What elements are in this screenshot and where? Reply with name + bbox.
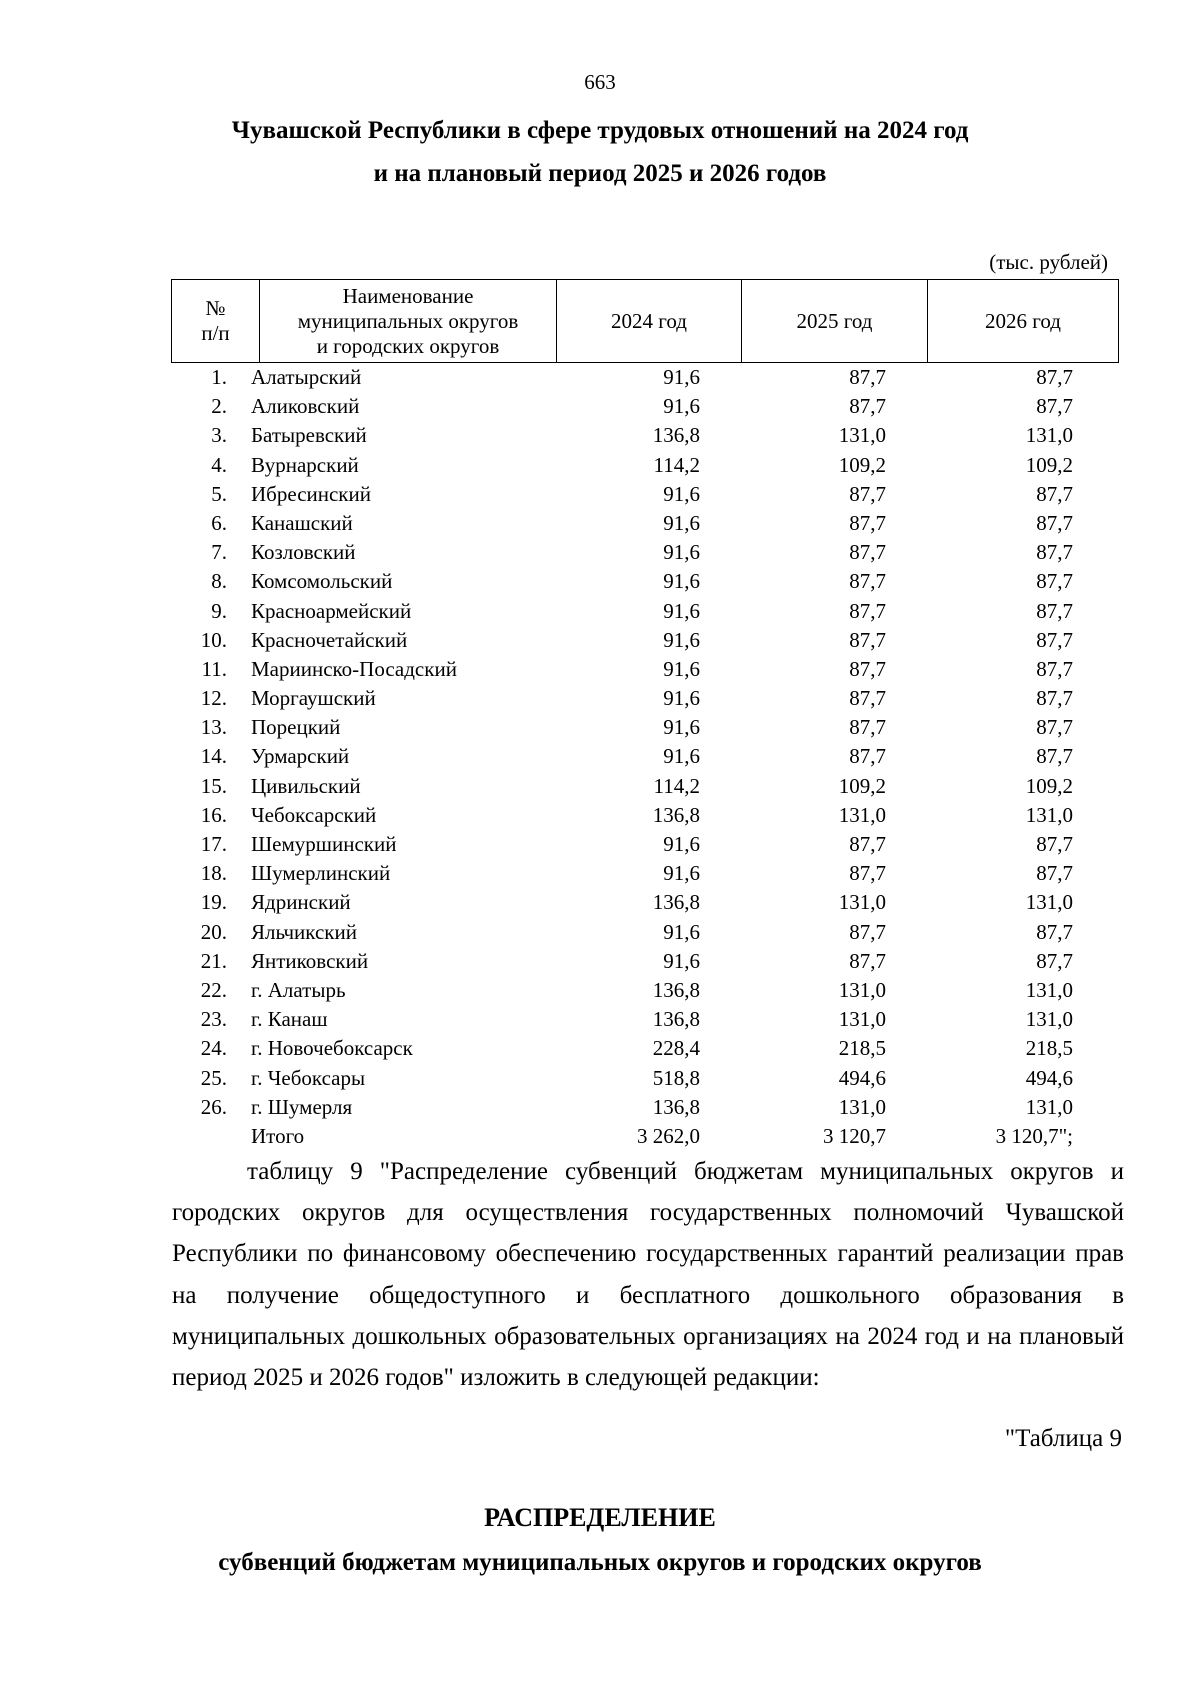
row-value-2026: 87,7: [1036, 540, 1073, 565]
row-number: 14.: [200, 744, 227, 769]
row-value-2024: 91,6: [663, 540, 700, 565]
row-value-2025: 131,0: [838, 890, 886, 915]
row-value-2024: 91,6: [663, 948, 700, 973]
table-row: [171, 655, 1118, 684]
header-name-line3: и городских округов: [316, 333, 500, 358]
row-name: Урмарский: [251, 744, 350, 769]
row-value-2025: 87,7: [849, 715, 886, 740]
row-value-2025: 109,2: [838, 773, 886, 798]
row-name: Вурнарский: [251, 452, 359, 477]
table-row: [171, 772, 1118, 801]
row-number: 7.: [211, 540, 227, 565]
row-number: 10.: [200, 627, 227, 652]
table-row: [171, 830, 1118, 859]
body-paragraph: [172, 1151, 1124, 1398]
row-value-2024: 3 262,0: [637, 1123, 700, 1148]
row-value-2024: 91,6: [663, 598, 700, 623]
table-row: [171, 1034, 1118, 1063]
table-row: [171, 451, 1118, 480]
row-name: Чебоксарский: [251, 802, 377, 827]
row-value-2024: 91,6: [663, 394, 700, 419]
table-row: [171, 742, 1118, 771]
row-number: 23.: [200, 1007, 227, 1032]
row-value-2025: 131,0: [838, 977, 886, 1002]
row-value-2024: 114,2: [653, 452, 700, 477]
row-value-2025: 494,6: [838, 1065, 886, 1090]
row-value-2026: 131,0: [1025, 1094, 1073, 1119]
table-body: [171, 363, 1118, 1151]
row-name: Мариинско-Посадский: [251, 656, 457, 681]
row-value-2024: 91,6: [663, 715, 700, 740]
document-title-line1: Чувашской Республики в сфере трудовых отношений на 2024 год: [231, 117, 969, 144]
row-name: Красноармейский: [251, 598, 412, 623]
row-value-2025: 87,7: [849, 686, 886, 711]
table-row: [171, 801, 1118, 830]
row-number: 19.: [200, 890, 227, 915]
row-number: 12.: [200, 686, 227, 711]
row-number: 8.: [211, 569, 227, 594]
row-name: Цивильский: [251, 773, 361, 798]
table-row: [171, 392, 1118, 421]
row-value-2024: 91,6: [663, 861, 700, 886]
row-name: Моргаушский: [251, 686, 376, 711]
row-value-2024: 91,6: [663, 365, 700, 389]
row-value-2025: 87,7: [849, 481, 886, 506]
row-value-2026: 87,7: [1036, 394, 1073, 419]
row-value-2026: 131,0: [1025, 802, 1073, 827]
row-value-2026: 87,7: [1036, 656, 1073, 681]
table-row: [171, 713, 1118, 742]
header-name-line1: Наименование: [342, 283, 474, 308]
row-value-2024: 91,6: [663, 919, 700, 944]
row-value-2025: 109,2: [838, 452, 886, 477]
row-name: г. Шумерля: [251, 1094, 353, 1119]
table-row: [171, 567, 1118, 596]
row-number: 22.: [200, 977, 227, 1002]
row-value-2025: 87,7: [849, 365, 886, 389]
row-value-2025: 87,7: [849, 861, 886, 886]
row-value-2024: 136,8: [652, 1007, 700, 1032]
table-row: [171, 626, 1118, 655]
header-name: [260, 280, 557, 363]
row-name: г. Новочебоксарск: [251, 1036, 413, 1061]
row-number: 11.: [201, 656, 227, 681]
row-value-2026: 87,7: [1036, 598, 1073, 623]
row-value-2025: 131,0: [838, 802, 886, 827]
row-number: 15.: [200, 773, 227, 798]
row-value-2025: 87,7: [849, 510, 886, 535]
table-row: [171, 1005, 1118, 1034]
row-value-2024: 91,6: [663, 832, 700, 856]
row-number: 18.: [200, 861, 227, 886]
row-value-2026: 109,2: [1025, 452, 1073, 477]
row-name: Ибресинский: [251, 481, 371, 506]
row-name: Шемуршинский: [251, 832, 397, 856]
row-value-2024: 91,6: [663, 656, 700, 681]
row-value-2026: 87,7: [1036, 627, 1073, 652]
row-name: Аликовский: [251, 394, 360, 419]
row-value-2025: 218,5: [838, 1036, 886, 1061]
row-value-2026: 109,2: [1025, 773, 1073, 798]
row-number: 13.: [200, 715, 227, 740]
row-name: Канашский: [251, 510, 353, 535]
row-value-2026: 87,7: [1036, 365, 1073, 389]
row-number: 20.: [200, 919, 227, 944]
row-value-2026: 131,0: [1025, 423, 1073, 448]
row-value-2026: 3 120,7";: [995, 1123, 1073, 1148]
paragraph-text: таблицу 9 "Распределение субвенций бюджетам муниципальных округов и городских округов для осуществления государственных полномочий Чувашской Республики по финансовому обеспечению государственных гарантий реализации прав на получение общедоступного и бесплатного дошкольного образования в муниципальных дошкольных образовательных организациях на 2024 год и на плановый период 2025 и 2026 годов" изложить в следующей редакции:: [172, 1158, 1124, 1392]
row-value-2024: 91,6: [663, 686, 700, 711]
row-number: 16.: [200, 802, 227, 827]
table-row: [171, 538, 1118, 567]
row-value-2026: 87,7: [1036, 919, 1073, 944]
table-row: [171, 597, 1118, 626]
table-row: [171, 976, 1118, 1005]
units-label: (тыс. рублей): [989, 250, 1108, 274]
row-name: Порецкий: [251, 715, 341, 740]
row-number: 5.: [211, 481, 227, 506]
table-row: [171, 509, 1118, 538]
row-value-2024: 518,8: [652, 1065, 700, 1090]
row-number: 17.: [200, 832, 227, 856]
table-row: [171, 363, 1118, 392]
row-value-2026: 87,7: [1036, 569, 1073, 594]
table-row: [171, 480, 1118, 509]
row-value-2024: 91,6: [663, 744, 700, 769]
table-row: [171, 859, 1118, 888]
row-value-2024: 136,8: [652, 802, 700, 827]
table9-label: "Таблица 9: [1004, 1425, 1122, 1452]
row-name: Янтиковский: [251, 948, 369, 973]
row-name: г. Канаш: [251, 1007, 328, 1032]
row-value-2024: 91,6: [663, 481, 700, 506]
table-row: [171, 421, 1118, 450]
row-value-2025: 87,7: [849, 627, 886, 652]
row-value-2024: 91,6: [663, 510, 700, 535]
row-value-2026: 494,6: [1025, 1065, 1073, 1090]
table-row: [171, 947, 1118, 976]
row-value-2026: 87,7: [1036, 715, 1073, 740]
row-value-2024: 228,4: [652, 1036, 700, 1061]
row-value-2025: 131,0: [838, 423, 886, 448]
row-number: 9.: [211, 598, 227, 623]
document-title-line2: и на плановый период 2025 и 2026 годов: [373, 160, 827, 187]
header-name-line2: муниципальных округов: [297, 308, 519, 333]
table-row: [171, 1064, 1118, 1093]
page-number: 663: [584, 70, 616, 94]
row-value-2024: 91,6: [663, 627, 700, 652]
table-row: [171, 684, 1118, 713]
row-value-2025: 87,7: [849, 598, 886, 623]
row-value-2026: 131,0: [1025, 890, 1073, 915]
row-value-2024: 91,6: [663, 569, 700, 594]
row-number: 1.: [211, 365, 227, 389]
row-name: Ядринский: [251, 890, 351, 915]
row-value-2026: 87,7: [1036, 861, 1073, 886]
row-value-2025: 87,7: [849, 948, 886, 973]
header-number: [172, 280, 260, 363]
row-name: Красночетайский: [251, 627, 408, 652]
row-value-2026: 131,0: [1025, 977, 1073, 1002]
row-value-2026: 87,7: [1036, 686, 1073, 711]
row-name: Шумерлинский: [251, 861, 391, 886]
row-number: [171, 1122, 227, 1151]
row-value-2025: 131,0: [838, 1007, 886, 1032]
row-name: г. Алатырь: [251, 977, 346, 1002]
row-value-2026: 87,7: [1036, 481, 1073, 506]
row-value-2024: 136,8: [652, 890, 700, 915]
row-value-2024: 114,2: [653, 773, 700, 798]
row-value-2026: 87,7: [1036, 832, 1073, 856]
row-value-2024: 136,8: [652, 1094, 700, 1119]
table-row: [171, 1093, 1118, 1122]
row-number: 3.: [211, 423, 227, 448]
row-value-2025: 87,7: [849, 744, 886, 769]
row-value-2025: 87,7: [849, 394, 886, 419]
row-value-2025: 3 120,7: [823, 1123, 886, 1148]
row-value-2024: 136,8: [652, 977, 700, 1002]
row-value-2026: 218,5: [1025, 1036, 1073, 1061]
table-header: [171, 279, 1119, 363]
table-row: [171, 1122, 1118, 1151]
row-value-2024: 136,8: [652, 423, 700, 448]
row-name: Козловский: [251, 540, 356, 565]
table-row: [171, 918, 1118, 947]
row-number: 2.: [211, 394, 227, 419]
row-value-2026: 131,0: [1025, 1007, 1073, 1032]
row-value-2025: 87,7: [849, 656, 886, 681]
row-name: Яльчикский: [251, 919, 357, 944]
row-number: 24.: [200, 1036, 227, 1061]
row-name: Батыревский: [251, 423, 367, 448]
row-value-2026: 87,7: [1036, 510, 1073, 535]
row-name: Комсомольский: [251, 569, 393, 594]
header-2025: 2025 год: [742, 280, 928, 363]
row-value-2025: 87,7: [849, 540, 886, 565]
row-value-2025: 131,0: [838, 1094, 886, 1119]
header-number-line1: №: [205, 296, 226, 320]
table-row: [171, 888, 1118, 917]
row-number: 21.: [200, 948, 227, 973]
row-number: 4.: [211, 452, 227, 477]
section-subheading: субвенций бюджетам муниципальных округов и городских округов: [218, 1549, 982, 1576]
row-number: 6.: [211, 510, 227, 535]
row-value-2025: 87,7: [849, 919, 886, 944]
row-number: 26.: [200, 1094, 227, 1119]
row-value-2026: 87,7: [1036, 744, 1073, 769]
header-2026: 2026 год: [928, 280, 1119, 363]
row-number: 25.: [200, 1065, 227, 1090]
row-name: Итого: [251, 1123, 305, 1148]
header-2024: 2024 год: [557, 280, 742, 363]
row-name: г. Чебоксары: [251, 1065, 366, 1090]
row-value-2026: 87,7: [1036, 948, 1073, 973]
row-value-2025: 87,7: [849, 832, 886, 856]
row-value-2025: 87,7: [849, 569, 886, 594]
row-name: Алатырский: [251, 365, 362, 389]
section-heading: РАСПРЕДЕЛЕНИЕ: [484, 1503, 716, 1532]
header-number-line2: п/п: [201, 321, 230, 345]
